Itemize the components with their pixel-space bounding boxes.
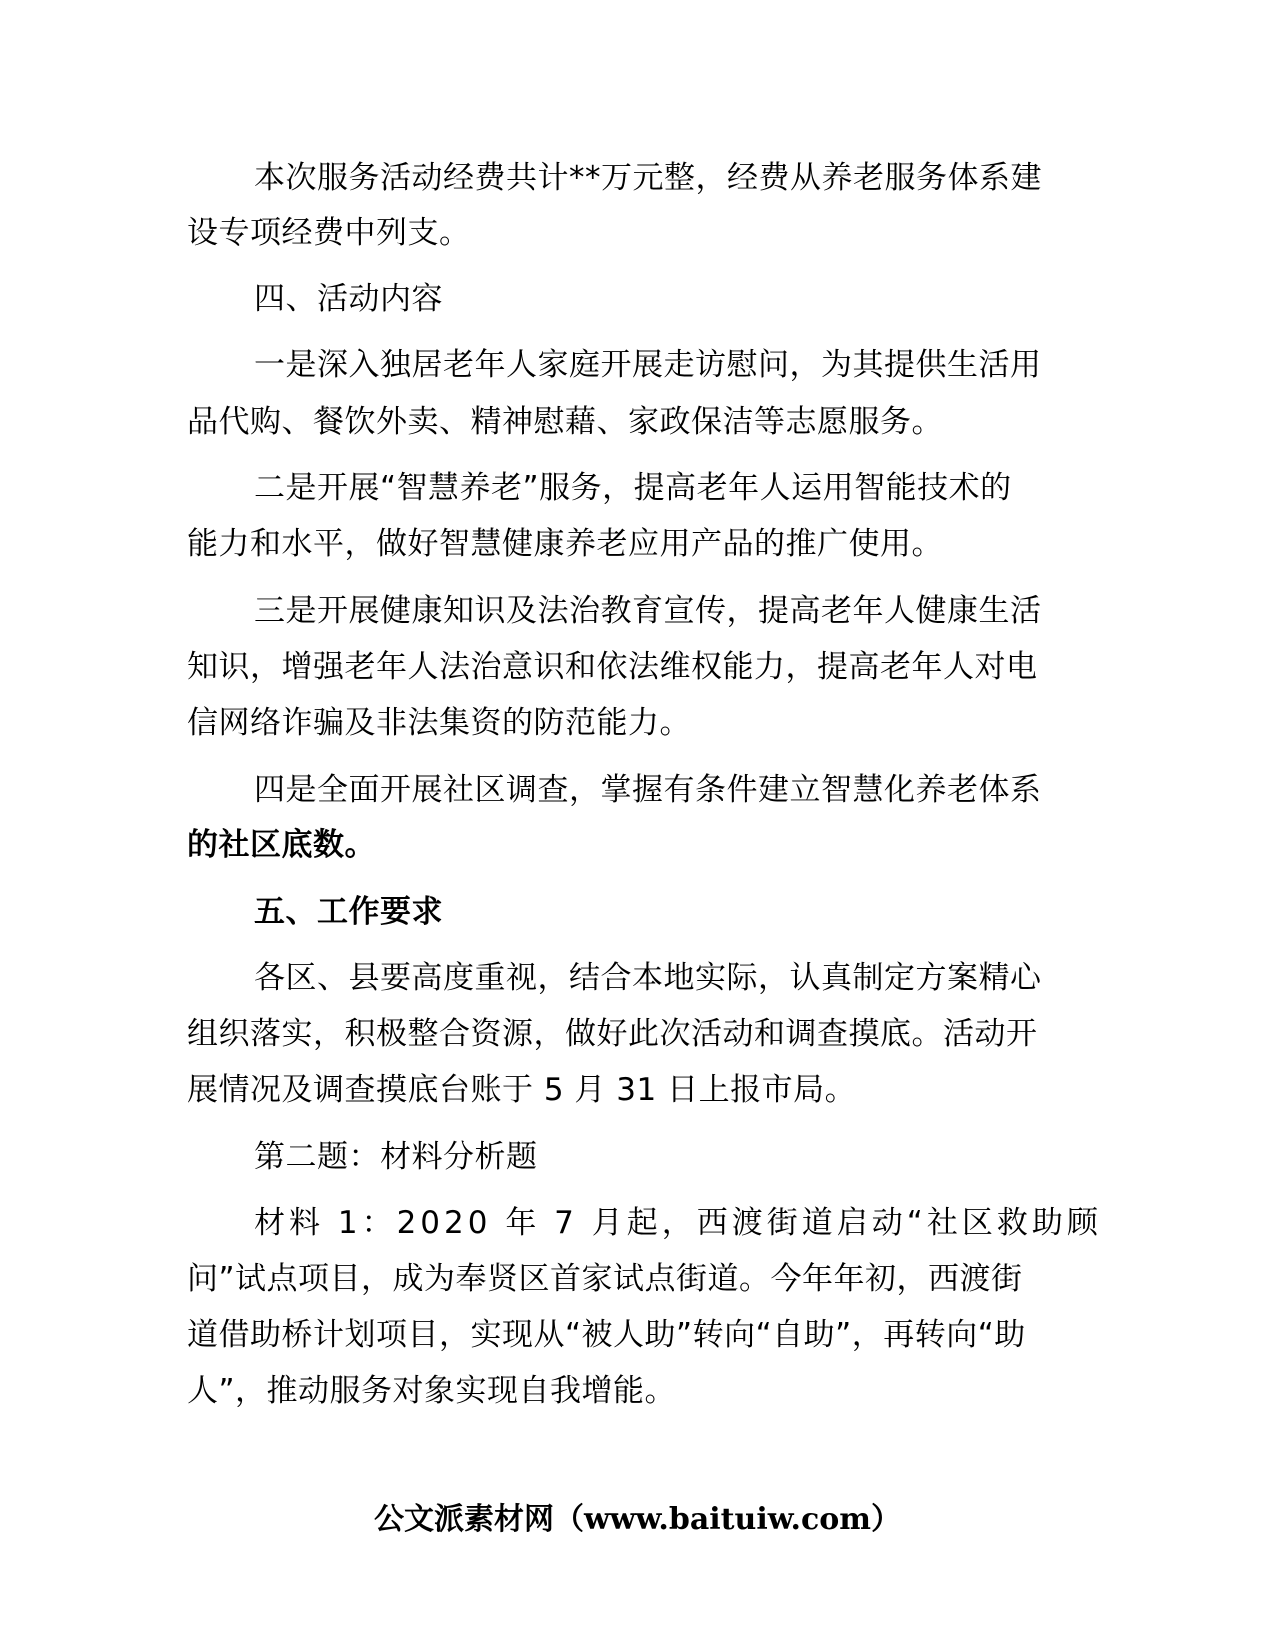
paragraph-requirements-line-2: 组织落实，积极整合资源，做好此次活动和调查摸底。活动开 bbox=[187, 1016, 1038, 1052]
paragraph-item4-line-2: 的社区底数。 bbox=[187, 827, 376, 863]
paragraph-item2-line-2: 能力和水平，做好智慧健康养老应用产品的推广使用。 bbox=[187, 526, 943, 562]
material-1-line-1: 材料 1：2020 年 7 月起，西渡街道启动“社区救助顾 bbox=[254, 1205, 1102, 1241]
paragraph-item3-line-2: 知识，增强老年人法治意识和依法维权能力，提高老年人对电 bbox=[187, 649, 1038, 685]
paragraph-item1-line-1: 一是深入独居老年人家庭开展走访慰问，为其提供生活用 bbox=[254, 347, 1042, 383]
material-1-line-4: 人”，推动服务对象实现自我增能。 bbox=[187, 1373, 677, 1409]
paragraph-item3-line-3: 信网络诈骗及非法集资的防范能力。 bbox=[187, 705, 691, 741]
paragraph-requirements-line-3: 展情况及调查摸底台账于 5 月 31 日上报市局。 bbox=[187, 1072, 857, 1108]
paragraph-funding-line-1: 本次服务活动经费共计**万元整，经费从养老服务体系建 bbox=[254, 160, 1042, 196]
material-1-line-2: 问”试点项目，成为奉贤区首家试点街道。今年年初，西渡街 bbox=[187, 1261, 1023, 1297]
paragraph-item4-line-1: 四是全面开展社区调查，掌握有条件建立智慧化养老体系 bbox=[254, 772, 1042, 808]
paragraph-requirements-line-1: 各区、县要高度重视，结合本地实际，认真制定方案精心 bbox=[254, 960, 1042, 996]
paragraph-item1-line-2: 品代购、餐饮外卖、精神慰藉、家政保洁等志愿服务。 bbox=[187, 404, 943, 440]
section-heading-work-requirements: 五、工作要求 bbox=[254, 894, 443, 930]
section-heading-activity-content: 四、活动内容 bbox=[254, 281, 443, 317]
paragraph-item2-line-1: 二是开展“智慧养老”服务，提高老年人运用智能技术的 bbox=[254, 470, 1012, 506]
paragraph-funding-line-2: 设专项经费中列支。 bbox=[187, 215, 471, 251]
material-1-line-3: 道借助桥计划项目，实现从“被人助”转向“自助”，再转向“助 bbox=[187, 1317, 1026, 1353]
footer-watermark: 公文派素材网（www.baituiw.com） bbox=[373, 1502, 902, 1537]
paragraph-item3-line-1: 三是开展健康知识及法治教育宣传，提高老年人健康生活 bbox=[254, 593, 1042, 629]
question-two-heading: 第二题：材料分析题 bbox=[254, 1139, 538, 1175]
